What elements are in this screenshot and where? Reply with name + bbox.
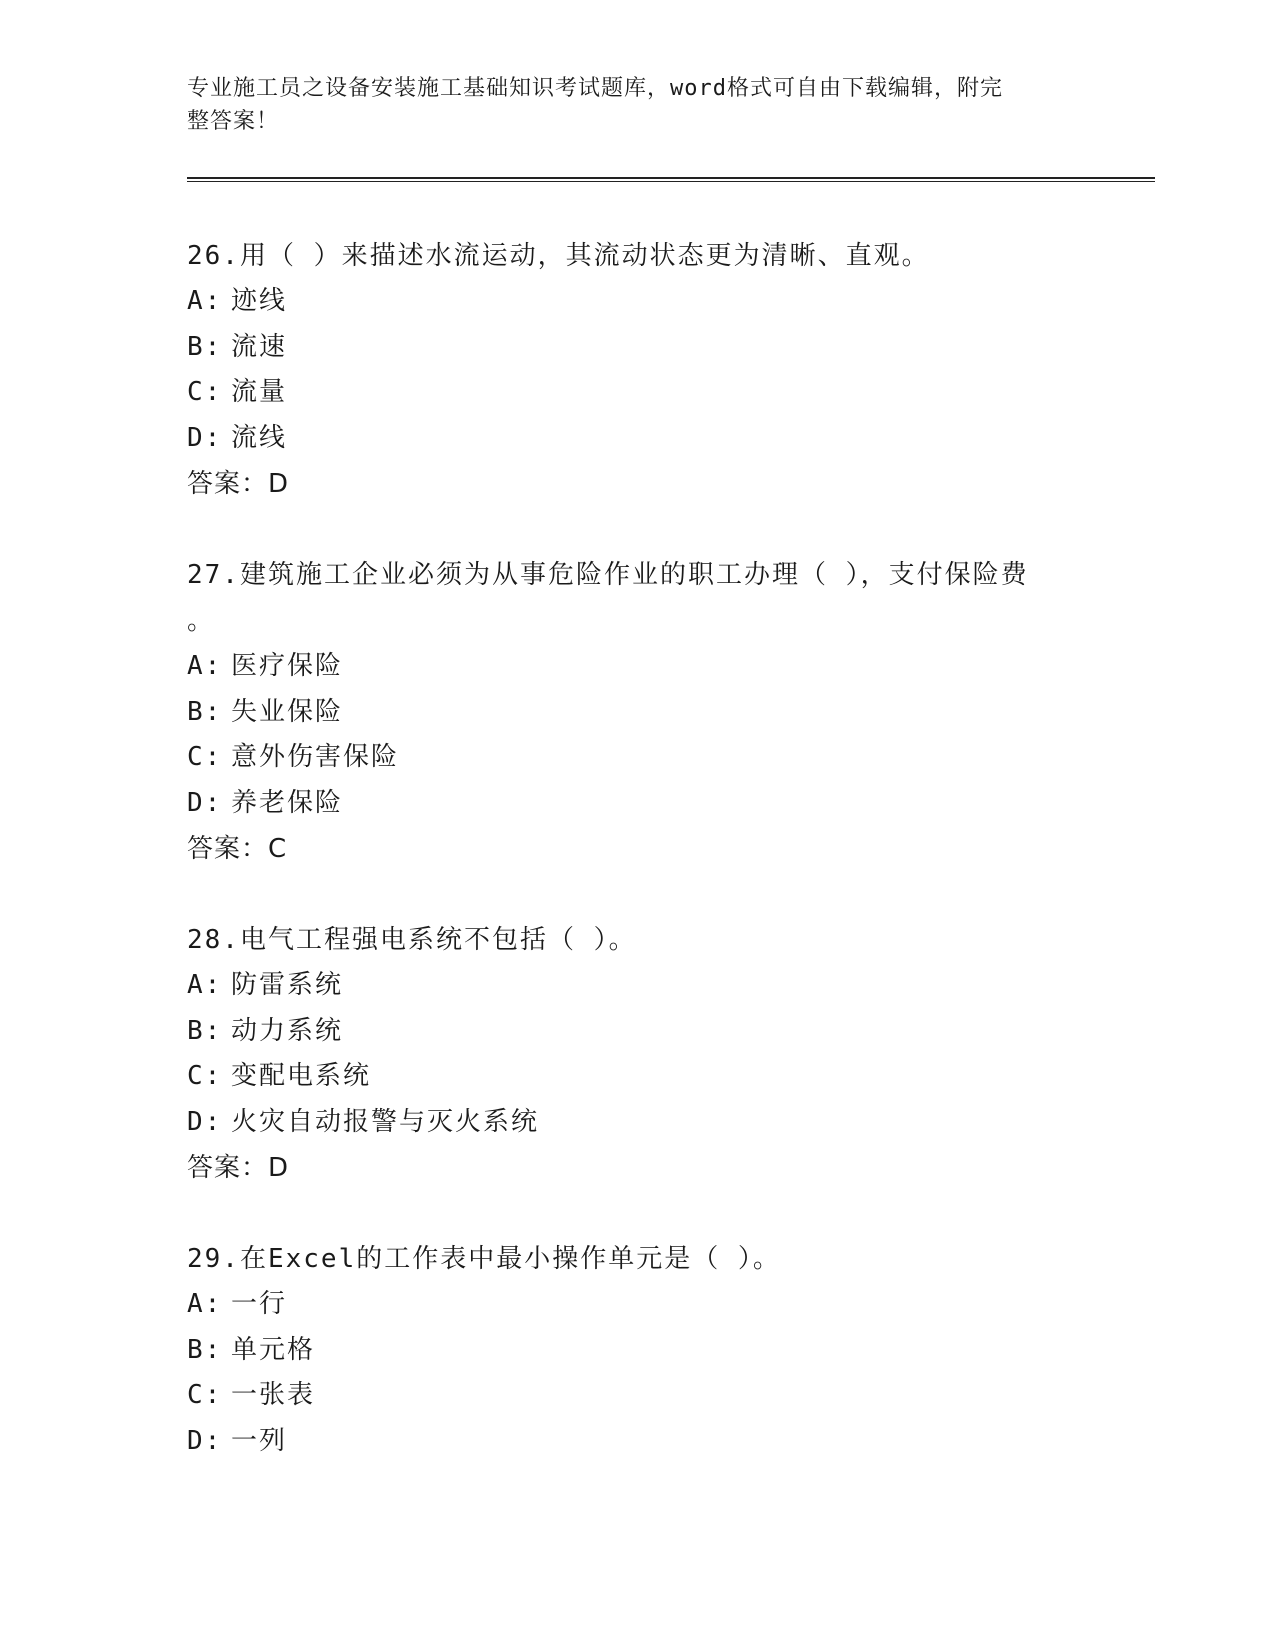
option-key: D: bbox=[187, 1106, 223, 1137]
header-line-1: 专业施工员之设备安装施工基础知识考试题库，word格式可自由下载编辑，附完 bbox=[187, 76, 1003, 101]
option-c bbox=[187, 370, 1087, 416]
question-stem: 29.在Excel的工作表中最小操作单元是（ ）。 bbox=[187, 1244, 781, 1274]
option-key: B: bbox=[187, 1334, 223, 1365]
option-text: 流量 bbox=[231, 377, 288, 407]
option-key: B: bbox=[187, 1015, 223, 1046]
option-d bbox=[187, 1419, 1087, 1465]
option-b bbox=[187, 1328, 1087, 1374]
option-text: 意外伤害保险 bbox=[231, 742, 400, 772]
header-divider-top bbox=[187, 177, 1155, 179]
option-key: B: bbox=[187, 696, 223, 727]
answer-line: 答案：D bbox=[187, 1153, 290, 1183]
option-a bbox=[187, 644, 1087, 690]
option-a bbox=[187, 1282, 1087, 1328]
option-text: 养老保险 bbox=[231, 787, 344, 818]
option-text: 一行 bbox=[231, 1289, 288, 1319]
question-stem: 28.电气工程强电系统不包括（ ）。 bbox=[187, 925, 637, 955]
option-key: D: bbox=[187, 422, 223, 453]
option-text: 一张表 bbox=[231, 1380, 316, 1410]
document-header bbox=[187, 72, 1067, 138]
option-key: A: bbox=[187, 651, 223, 681]
question-28 bbox=[187, 917, 1087, 1191]
option-d bbox=[187, 1100, 1087, 1146]
option-key: D: bbox=[187, 787, 223, 818]
option-d bbox=[187, 416, 1087, 462]
question-stem-line-1: 27.建筑施工企业必须为从事危险作业的职工办理（ ），支付保险费 bbox=[187, 560, 1029, 590]
option-text: 一列 bbox=[231, 1425, 288, 1456]
option-key: A: bbox=[187, 286, 223, 316]
answer-line: 答案：D bbox=[187, 469, 290, 499]
option-text: 火灾自动报警与灭火系统 bbox=[231, 1106, 540, 1137]
option-text: 单元格 bbox=[231, 1334, 316, 1365]
option-key: A: bbox=[187, 1289, 223, 1319]
question-27 bbox=[187, 552, 1087, 872]
option-c bbox=[187, 1373, 1087, 1419]
option-key: C: bbox=[187, 1380, 223, 1410]
question-stem-line-2: 。 bbox=[187, 606, 216, 636]
option-c bbox=[187, 735, 1087, 781]
option-text: 失业保险 bbox=[231, 696, 344, 727]
option-text: 动力系统 bbox=[231, 1015, 344, 1046]
option-text: 流速 bbox=[231, 331, 288, 362]
option-key: C: bbox=[187, 742, 223, 772]
option-key: D: bbox=[187, 1425, 223, 1456]
option-key: C: bbox=[187, 377, 223, 407]
question-stem: 26.用（ ）来描述水流运动，其流动状态更为清晰、直观。 bbox=[187, 241, 930, 271]
option-text: 防雷系统 bbox=[231, 970, 344, 1000]
option-b bbox=[187, 690, 1087, 736]
option-key: C: bbox=[187, 1061, 223, 1091]
option-key: B: bbox=[187, 331, 223, 362]
answer-line: 答案：C bbox=[187, 834, 288, 864]
option-text: 迹线 bbox=[231, 286, 288, 316]
question-list bbox=[187, 233, 1087, 1509]
question-26 bbox=[187, 233, 1087, 507]
option-d bbox=[187, 781, 1087, 827]
question-29 bbox=[187, 1236, 1087, 1464]
option-text: 流线 bbox=[231, 422, 288, 453]
option-a bbox=[187, 279, 1087, 325]
header-divider-bottom bbox=[187, 181, 1155, 182]
option-b bbox=[187, 325, 1087, 371]
option-a bbox=[187, 963, 1087, 1009]
option-b bbox=[187, 1009, 1087, 1055]
option-text: 医疗保险 bbox=[231, 651, 344, 681]
header-line-2: 整答案！ bbox=[187, 109, 280, 134]
option-c bbox=[187, 1054, 1087, 1100]
option-key: A: bbox=[187, 970, 223, 1000]
option-text: 变配电系统 bbox=[231, 1061, 372, 1091]
